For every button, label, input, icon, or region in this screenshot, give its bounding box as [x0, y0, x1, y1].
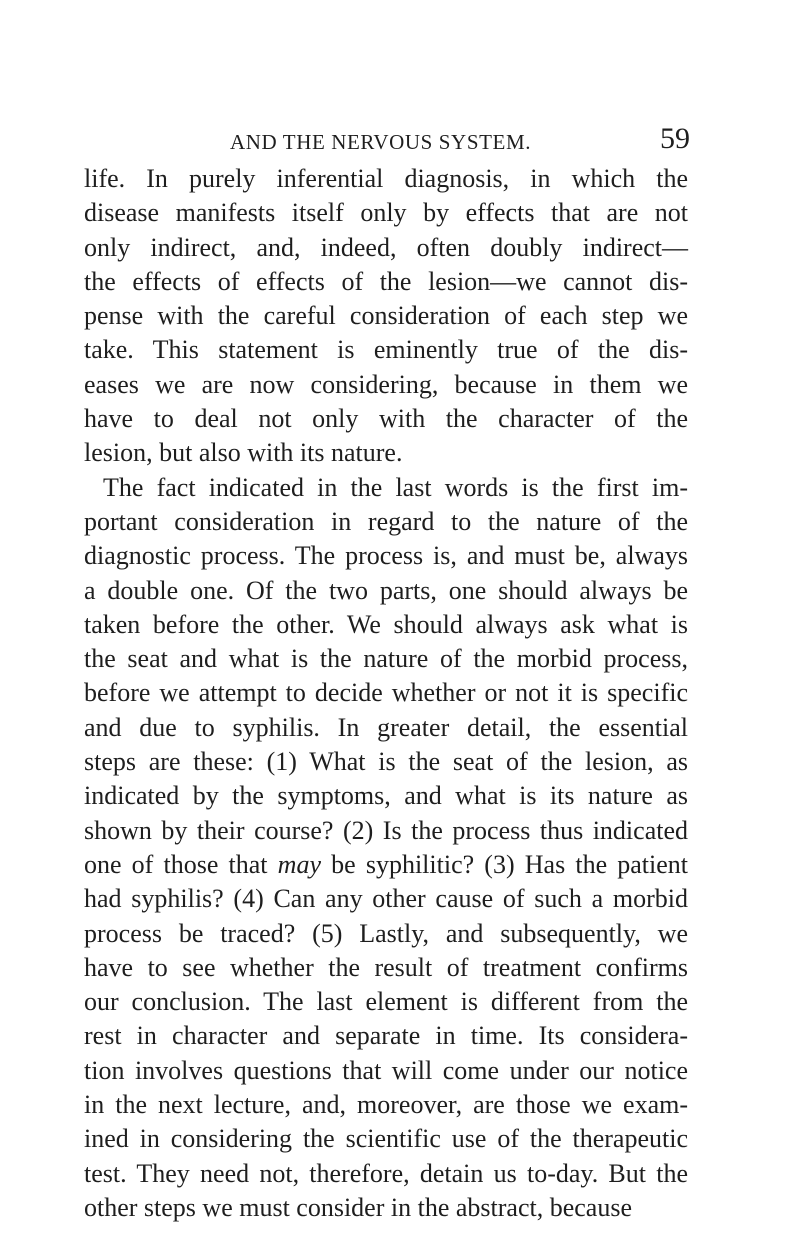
text-line: steps are these: (1) What is the seat of the lesion, as [84, 747, 688, 777]
text-line: diagnostic process. The process is, and must be, always [84, 541, 688, 571]
text-line: disease manifests itself only by effects that are not [84, 198, 688, 228]
page-number: 59 [660, 122, 690, 155]
text-line: life. In purely inferential diagnosis, in which the [84, 164, 688, 193]
text-line: before we attempt to decide whether or not it is specific [84, 678, 688, 708]
text-line: pense with the careful consideration of each step we [84, 301, 688, 331]
text-line: tion involves questions that will come under our notice [84, 1055, 688, 1085]
text-line: taken before the other. We should always ask what is [84, 609, 688, 639]
text-line: rest in character and separate in time. Its considera- [84, 1021, 688, 1051]
emphasized-word: may [277, 849, 321, 879]
text-line-with-emphasis [84, 848, 688, 882]
header-title: AND THE NERVOUS SYSTEM. [230, 130, 532, 154]
text-line: the effects of effects of the lesion—we cannot dis- [84, 266, 688, 296]
text-line: have to see whether the result of treatment confirms [84, 952, 688, 982]
text-line: a double one. Of the two parts, one should always be [84, 575, 688, 605]
paragraph-start-line: The fact indicated in the last words is the first im- [103, 472, 688, 502]
text-line: and due to syphilis. In greater detail, the essential [84, 712, 688, 742]
text-line: only indirect, and, indeed, often doubly indirect— [84, 232, 688, 262]
text-line: had syphilis? (4) Can any other cause of such a morbid [84, 884, 688, 914]
text-line: in the next lecture, and, moreover, are those we exam- [84, 1090, 688, 1120]
text-line: eases we are now considering, because in them we [84, 369, 688, 399]
text-line: process be traced? (5) Lastly, and subsequently, we [84, 918, 688, 948]
text-line: test. They need not, therefore, detain us to-day. But the [84, 1158, 688, 1188]
text-line: other steps we must consider in the abstract, because [84, 1192, 632, 1222]
line-segment: be syphilitic? (3) Has the patient [331, 849, 689, 879]
text-line: shown by their course? (2) Is the process thus indicated [84, 815, 688, 845]
line-segment: one of those that [84, 849, 268, 879]
text-line: ined in considering the scientific use of the therapeutic [84, 1124, 688, 1154]
text-line: our conclusion. The last element is different from the [84, 987, 688, 1017]
text-line: indicated by the symptoms, and what is its nature as [84, 781, 688, 811]
text-line: take. This statement is eminently true of the dis- [84, 335, 688, 365]
body-text [84, 162, 688, 1225]
text-line: the seat and what is the nature of the morbid process, [84, 644, 688, 674]
paragraph-end-line: lesion, but also with its nature. [84, 438, 403, 468]
text-line: have to deal not only with the character of the [84, 404, 688, 434]
text-line: portant consideration in regard to the nature of the [84, 506, 688, 536]
